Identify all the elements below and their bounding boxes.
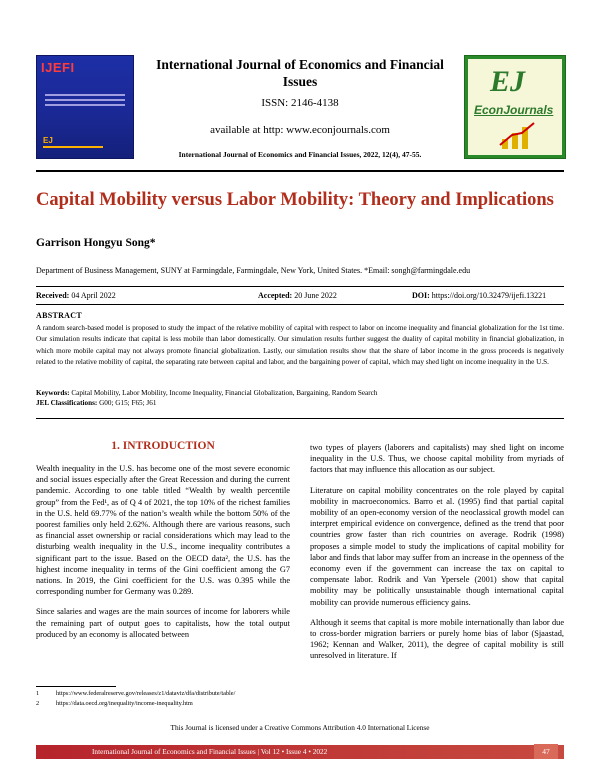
intro-paragraph: Wealth inequality in the U.S. has become one of the most severe economic and social issues especially after the Great Recession and during the current pandemic. According to one table titled “Wealth by wealth percentile group” from the Fed¹, as of Q 4 of 2021, the top 10% of the richest families in the U.S. held 69.77% of the nation’s wealth while the bottom 50% of the poorest families only held 2.62%. Although there are various reasons, such as financial asset ownership or racial considerations which may lead to the disturbing wealth inequality in the U.S., income inequality contributes a significant part to the issue. Based on the OECD data², the U.S. has the highest income inequality in terms of the Gini coefficient among the G7 nations. In 2019, the Gini coefficient for the U.S. was 0.395 while the corresponding number for Germany was 0.289. <box>36 464 290 597</box>
footnotes <box>36 689 306 709</box>
page-number: 47 <box>534 744 558 759</box>
affiliation: Department of Business Management, SUNY at Farmingdale, Farmingdale, New York, United States. *Email: songh@farmingdale.edu <box>36 266 471 275</box>
meta-divider-top <box>36 286 564 287</box>
issn: ISSN: 2146-4138 <box>261 97 339 109</box>
bar-chart-icon <box>498 121 538 151</box>
author: Garrison Hongyu Song* <box>36 237 156 249</box>
abstract-text: A random search-based model is proposed to study the impact of the relative mobility of capital with respect to labor on income inequality and financial globalization for the 1st time. Our simulation results indicate that capital is less mobile than labor domestically. Our simulation results further suggest the duality of capital mobility in financial globalization, in which more mobile capital may not always promote financial globalization. Lastly, our simulation results show that the share of labor income in the gross proceeds is negatively related to the relative mobility of capital, the separating rate between capital and labor, and the bargaining power of capital, which may shed light on income inequality in the U.S. <box>36 324 564 366</box>
license-notice: This Journal is licensed under a Creative Commons Attribution 4.0 International License <box>170 723 430 732</box>
abstract-heading: ABSTRACT <box>36 311 82 320</box>
footer-journal-info: International Journal of Economics and Financial Issues | Vol 12 • Issue 4 • 2022 <box>92 747 328 756</box>
availability-line: available at http: www.econjournals.com <box>210 124 390 136</box>
intro-paragraph: two types of players (laborers and capitalists) may shed light on income inequality in the U.S. Thus, we choose capital mobility from myriads of factors that may influence this allocation as our subject. <box>310 443 564 475</box>
intro-paragraph: Literature on capital mobility concentrates on the role played by capital mobility in macroeconomics. Barro et al. (1995) find that partial capital mobility of an open-economy version of the neoclassical growth model can interpret empirical evidence on convergence, defined as the trend that poor countries grow faster than rich countries on average. Rodrik (1998) proposes a simple model to study the implications of capital mobility for labor and finds that labor may suffer from an increase in the openness of the economy even if the government can increase the tax on capital to compensate labor. Rodrik and Van Ypersele (2001) show that capital mobility may be politically unsustainable though international capital mobility can provide numerous efficiency gains. <box>310 485 564 607</box>
journal-title: International Journal of Economics and Financial Issues <box>156 57 444 89</box>
header-divider <box>36 170 564 172</box>
econjournals-brand: EconJournals <box>474 103 554 117</box>
intro-paragraph: Although it seems that capital is more mobile internationally than labor due to cross-border migration barriers or purely home bias of labor (Sjaastad, 1962; Kennan and Walker, 2011), the degree of capital mobility is still unresolved in literature. If <box>310 617 564 661</box>
cover-label: IJEFI <box>41 60 75 75</box>
accepted-date: Accepted: 20 June 2022 <box>258 291 337 300</box>
cover-publisher-mark: EJ <box>43 136 53 145</box>
footnote-divider <box>36 686 116 687</box>
left-column <box>36 463 290 649</box>
journal-cover-left <box>36 55 134 159</box>
econjournals-logo <box>464 55 566 159</box>
cover-underline <box>43 146 103 148</box>
paper-title: Capital Mobility versus Labor Mobility: Theory and Implications <box>36 190 554 210</box>
doi[interactable]: DOI: https://doi.org/10.32479/ijefi.13221 <box>412 291 547 300</box>
jel-line: JEL Classifications: G00; G15; F65; J61 <box>36 399 157 407</box>
received-date: Received: 04 April 2022 <box>36 291 116 300</box>
keywords-line: Keywords: Capital Mobility, Labor Mobility, Income Inequality, Financial Globalization, Bargaining, Random Search <box>36 389 378 397</box>
cover-text-lines <box>45 94 125 109</box>
intro-paragraph: Since salaries and wages are the main sources of income for laborers while the remaining part of output goes to capitalists, how the total output produced by an economy is allocated between <box>36 607 290 639</box>
footnote-1[interactable]: 1 https://www.federalreserve.gov/releases/z1/dataviz/dfa/distribute/table/ <box>36 690 236 697</box>
keywords-block <box>36 388 564 408</box>
footnote-2[interactable]: 2 https://data.oecd.org/inequality/income-inequality.htm <box>36 700 193 707</box>
citation-line: International Journal of Economics and Financial Issues, 2022, 12(4), 47-55. <box>178 150 422 159</box>
right-column <box>310 442 564 671</box>
ej-logo-text: EJ <box>490 65 526 98</box>
abstract-divider <box>36 418 564 419</box>
meta-divider-bottom <box>36 304 564 305</box>
intro-heading: 1. INTRODUCTION <box>111 440 215 452</box>
